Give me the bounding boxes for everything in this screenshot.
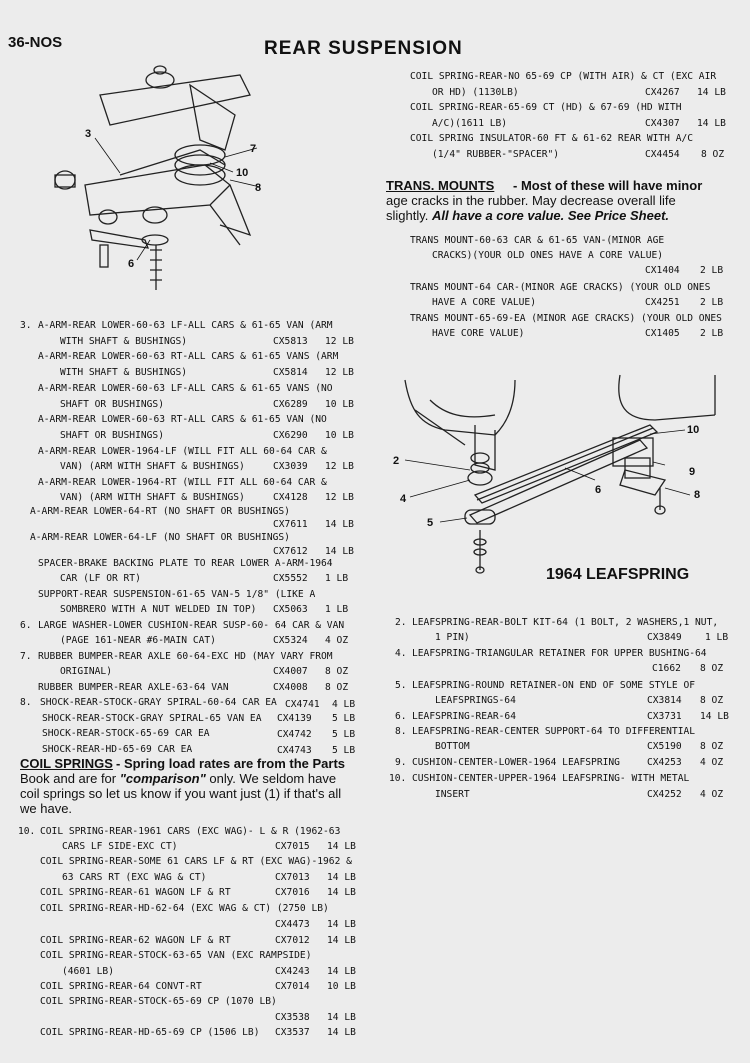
part-number: CX3731 xyxy=(647,711,682,722)
weight: 10 LB xyxy=(327,981,356,992)
weight: 12 LB xyxy=(325,492,354,503)
item-desc-cont: SOMBRERO WITH A NUT WELDED IN TOP) xyxy=(60,604,257,615)
item-desc-cont: (1/4" RUBBER-"SPACER") xyxy=(432,149,560,160)
part-number: CX3538 xyxy=(275,1012,310,1023)
weight: 14 LB xyxy=(325,519,354,530)
frame-bracket xyxy=(190,85,235,150)
weight: 14 LB xyxy=(327,841,356,852)
weight: 14 LB xyxy=(327,966,356,977)
part-number: C1662 xyxy=(652,663,681,674)
weight: 12 LB xyxy=(325,367,354,378)
part-number: CX3849 xyxy=(647,632,682,643)
part-number: CX7013 xyxy=(275,872,310,883)
item-desc: A-ARM-REAR LOWER-1964-LF (WILL FIT ALL 60-64 CAR & xyxy=(38,446,327,457)
item-desc: COIL SPRING-REAR-1961 CARS (EXC WAG)- L & R (1962-63 xyxy=(40,826,341,837)
item-desc: COIL SPRING-REAR-64 CONVT-RT xyxy=(40,981,202,992)
item-desc-cont: SHAFT OR BUSHINGS) xyxy=(60,430,164,441)
weight: 1 LB xyxy=(705,632,729,643)
coil-intro-a: - Spring load rates are from the Parts xyxy=(116,756,346,771)
part-number: CX5814 xyxy=(273,367,308,378)
part-number: CX7015 xyxy=(275,841,310,852)
weight: 1 LB xyxy=(325,604,349,615)
part-number: CX6289 xyxy=(273,399,308,410)
weight: 12 LB xyxy=(325,461,354,472)
part-number: CX7611 xyxy=(273,519,308,530)
weight: 4 OZ xyxy=(700,789,724,800)
item-desc: SHOCK-REAR-STOCK-GRAY SPIRAL-60-64 CAR EA xyxy=(40,697,277,708)
part-number: CX4267 xyxy=(645,87,680,98)
callout-4: 4 xyxy=(400,493,407,505)
item-desc: COIL SPRING-REAR-HD-62-64 (EXC WAG & CT) (2750 LB) xyxy=(40,903,329,914)
item-desc: RUBBER BUMPER-REAR AXLE-63-64 VAN xyxy=(38,682,229,693)
part-number: CX7016 xyxy=(275,887,310,898)
weight: 14 LB xyxy=(327,887,356,898)
item-desc: TRANS MOUNT-64 CAR-(MINOR AGE CRACKS) (YOUR OLD ONES xyxy=(410,282,711,293)
part-number: CX3814 xyxy=(647,695,682,706)
part-number: CX4743 xyxy=(277,745,312,756)
item-desc: TRANS MOUNT-60-63 CAR & 61-65 VAN-(MINOR AGE xyxy=(410,235,665,246)
part-number: CX5552 xyxy=(273,573,308,584)
item-desc-cont: LEAFSPRINGS-64 xyxy=(435,695,516,706)
item-desc: A-ARM-REAR LOWER-1964-RT (WILL FIT ALL 60-64 CAR & xyxy=(38,477,327,488)
weight: 10 LB xyxy=(325,399,354,410)
item-desc: SHOCK-REAR-STOCK-65-69 CAR EA xyxy=(42,728,210,739)
callout-6: 6 xyxy=(595,484,602,496)
item-desc: A-ARM-REAR LOWER-60-63 RT-ALL CARS & 61-65 VANS (ARM xyxy=(38,351,339,362)
bolt xyxy=(100,245,108,267)
callout-3: 3 xyxy=(85,128,92,140)
item-desc: COIL SPRING-REAR-HD-65-69 CP (1506 LB) xyxy=(40,1027,260,1038)
weight: 14 LB xyxy=(327,1012,356,1023)
coil-intro-e: we have. xyxy=(20,801,73,816)
coil-intro-line2 xyxy=(20,771,336,786)
item-num: 10. xyxy=(389,773,407,784)
item-desc-cont: A/C)(1611 LB) xyxy=(432,118,508,129)
item-desc-cont: 63 CARS RT (EXC WAG & CT) xyxy=(62,872,207,883)
item-desc: LARGE WASHER-LOWER CUSHION-REAR SUSP-60- 64 CAR & VAN xyxy=(38,620,345,631)
item-desc: COIL SPRING INSULATOR-60 FT & 61-62 REAR WITH A/C xyxy=(410,133,694,144)
coil-intro-c: only. We seldom have xyxy=(205,771,337,786)
item-num: 2. xyxy=(395,617,407,628)
weight: 5 LB xyxy=(332,729,356,740)
callout-5: 5 xyxy=(427,517,434,529)
weight: 2 LB xyxy=(700,328,724,339)
item-desc: A-ARM-REAR LOWER-64-LF (NO SHAFT OR BUSHINGS) xyxy=(30,532,290,543)
weight: 8 OZ xyxy=(701,149,725,160)
part-number: CX5813 xyxy=(273,336,308,347)
weight: 14 LB xyxy=(327,935,356,946)
item-desc: SPACER-BRAKE BACKING PLATE TO REAR LOWER A-ARM-1964 xyxy=(38,558,333,569)
part-number: CX1404 xyxy=(645,265,680,276)
item-num: 8. xyxy=(20,697,32,708)
item-desc: A-ARM-REAR LOWER-60-63 LF-ALL CARS & 61-65 VANS (NO xyxy=(38,383,333,394)
part-number: CX7012 xyxy=(275,935,310,946)
item-desc-cont: 1 PIN) xyxy=(435,632,470,643)
weight: 2 LB xyxy=(700,297,724,308)
item-desc-cont: OR HD) (1130LB) xyxy=(432,87,519,98)
coil-intro-b: Book and are for xyxy=(20,771,120,786)
part-number: CX4251 xyxy=(645,297,680,308)
weight: 14 LB xyxy=(700,711,729,722)
item-desc-cont: SHAFT OR BUSHINGS) xyxy=(60,399,164,410)
weight: 14 LB xyxy=(327,1027,356,1038)
item-desc: LEAFSPRING-REAR-BOLT KIT-64 (1 BOLT, 2 WASHERS,1 NUT, xyxy=(412,617,719,628)
callout-9: 9 xyxy=(689,466,696,478)
cushion xyxy=(55,171,75,189)
weight: 14 LB xyxy=(697,87,726,98)
item-desc-cont: VAN) (ARM WITH SHAFT & BUSHINGS) xyxy=(60,461,245,472)
part-number: CX1405 xyxy=(645,328,680,339)
item-num: 9. xyxy=(395,757,407,768)
item-desc: COIL SPRING-REAR-SOME 61 CARS LF & RT (EXC WAG)-1962 & xyxy=(40,856,352,867)
item-desc: RUBBER BUMPER-REAR AXLE 60-64-EXC HD (MAY VARY FROM xyxy=(38,651,333,662)
part-number: CX4139 xyxy=(277,713,312,724)
item-desc-cont: BOTTOM xyxy=(435,741,470,752)
part-number: CX5190 xyxy=(647,741,682,752)
coil-springs-heading: COIL SPRINGS xyxy=(20,756,113,771)
part-number: CX5324 xyxy=(273,635,308,646)
weight: 12 LB xyxy=(325,336,354,347)
trans-line3-wrap xyxy=(386,208,669,223)
item-desc: COIL SPRING-REAR-STOCK-65-69 CP (1070 LB) xyxy=(40,996,277,1007)
callout-10: 10 xyxy=(687,424,700,436)
weight: 14 LB xyxy=(327,919,356,930)
part-number: CX6290 xyxy=(273,430,308,441)
item-desc-cont: INSERT xyxy=(435,789,470,800)
callout-6: 6 xyxy=(128,258,135,270)
weight: 14 LB xyxy=(327,872,356,883)
item-desc: LEAFSPRING-TRIANGULAR RETAINER FOR UPPER BUSHING-64 xyxy=(412,648,707,659)
item-num: 6. xyxy=(20,620,32,631)
callout-8: 8 xyxy=(255,182,262,194)
item-desc: CUSHION-CENTER-UPPER-1964 LEAFSPRING- WITH METAL xyxy=(412,773,690,784)
item-desc: LEAFSPRING-REAR-64 xyxy=(412,711,516,722)
trans-line3: slightly. xyxy=(386,208,432,223)
trans-line1: - Most of these will have minor xyxy=(513,178,703,193)
weight: 1 LB xyxy=(325,573,349,584)
item-desc: LEAFSPRING-REAR-CENTER SUPPORT-64 TO DIFFERENTIAL xyxy=(412,726,696,737)
part-number: CX4742 xyxy=(277,729,312,740)
part-number: CX4128 xyxy=(273,492,308,503)
trans-line2: age cracks in the rubber. May decrease overall life xyxy=(386,193,676,208)
part-number: CX5063 xyxy=(273,604,308,615)
differential-housing xyxy=(405,380,515,435)
weight: 8 OZ xyxy=(325,666,349,677)
item-desc-cont: ORIGINAL) xyxy=(60,666,112,677)
coil-intro-d: coil springs so let us know if you want just (1) if that's all xyxy=(20,786,342,801)
weight: 8 OZ xyxy=(325,682,349,693)
item-desc: COIL SPRING-REAR-STOCK-63-65 VAN (EXC RAMPSIDE) xyxy=(40,950,312,961)
weight: 2 LB xyxy=(700,265,724,276)
item-desc-cont: HAVE CORE VALUE) xyxy=(432,328,525,339)
page-title: REAR SUSPENSION xyxy=(264,38,463,59)
leafspring-title: 1964 LEAFSPRING xyxy=(546,566,690,583)
leafspring-diagram xyxy=(385,370,730,595)
weight: 14 LB xyxy=(325,546,354,557)
page-number: 36-NOS xyxy=(8,34,63,51)
item-num: 4. xyxy=(395,648,407,659)
callout-2: 2 xyxy=(393,455,400,467)
part-number: CX3039 xyxy=(273,461,308,472)
item-desc: COIL SPRING-REAR-62 WAGON LF & RT xyxy=(40,935,231,946)
item-desc: COIL SPRING-REAR-65-69 CT (HD) & 67-69 (HD WITH xyxy=(410,102,682,113)
part-number: CX4252 xyxy=(647,789,682,800)
bracket xyxy=(620,470,665,495)
item-desc-cont: CAR (LF OR RT) xyxy=(60,573,141,584)
right-housing xyxy=(619,375,715,420)
weight: 8 OZ xyxy=(700,741,724,752)
weight: 8 OZ xyxy=(700,695,724,706)
weight: 14 LB xyxy=(697,118,726,129)
item-desc-cont: HAVE A CORE VALUE) xyxy=(432,297,536,308)
part-number: CX7612 xyxy=(273,546,308,557)
trans-emphasis: All have a core value. See Price Sheet. xyxy=(432,208,670,223)
item-desc-cont: (PAGE 161-NEAR #6-MAIN CAT) xyxy=(60,635,216,646)
weight: 8 OZ xyxy=(700,663,724,674)
item-desc: A-ARM-REAR LOWER-64-RT (NO SHAFT OR BUSHINGS) xyxy=(30,506,290,517)
item-num: 10. xyxy=(18,826,36,837)
part-number: CX3537 xyxy=(275,1027,310,1038)
item-num: 5. xyxy=(395,680,407,691)
item-desc: COIL SPRING-REAR-NO 65-69 CP (WITH AIR) & CT (EXC AIR xyxy=(410,71,717,82)
item-desc: SHOCK-REAR-STOCK-GRAY SPIRAL-65 VAN EA xyxy=(42,713,262,724)
item-desc: A-ARM-REAR LOWER-60-63 RT-ALL CARS & 61-65 VAN (NO xyxy=(38,414,327,425)
part-number: CX7014 xyxy=(275,981,310,992)
item-desc-cont: VAN) (ARM WITH SHAFT & BUSHINGS) xyxy=(60,492,245,503)
item-num: 6. xyxy=(395,711,407,722)
callout-10: 10 xyxy=(236,167,249,179)
weight: 4 OZ xyxy=(700,757,724,768)
item-desc: A-ARM-REAR LOWER-60-63 LF-ALL CARS & 61-65 VAN (ARM xyxy=(38,320,333,331)
part-number: CX4473 xyxy=(275,919,310,930)
callout-7: 7 xyxy=(250,143,257,155)
weight: 5 LB xyxy=(332,745,356,756)
part-number: CX4454 xyxy=(645,149,680,160)
weight: 4 LB xyxy=(332,699,356,710)
weight: 5 LB xyxy=(332,713,356,724)
item-desc: COIL SPRING-REAR-61 WAGON LF & RT xyxy=(40,887,231,898)
shock-absorber xyxy=(90,230,148,248)
part-number: CX4253 xyxy=(647,757,682,768)
item-desc-cont: (4601 LB) xyxy=(62,966,114,977)
item-desc: SUPPORT-REAR SUSPENSION-61-65 VAN-5 1/8" (LIKE A xyxy=(38,589,316,600)
part-number: CX4307 xyxy=(645,118,680,129)
rear-suspension-diagram xyxy=(50,55,260,300)
item-desc: SHOCK-REAR-HD-65-69 CAR EA xyxy=(42,744,193,755)
frame-rail xyxy=(100,75,250,125)
weight: 10 LB xyxy=(325,430,354,441)
item-desc: CUSHION-CENTER-LOWER-1964 LEAFSPRING xyxy=(412,757,620,768)
item-num: 3. xyxy=(20,320,32,331)
trans-mounts-heading: TRANS. MOUNTS xyxy=(386,178,495,193)
item-desc-cont: CRACKS)(YOUR OLD ONES HAVE A CORE VALUE) xyxy=(432,250,664,261)
part-number: CX4243 xyxy=(275,966,310,977)
weight: 4 OZ xyxy=(325,635,349,646)
item-desc: TRANS MOUNT-65-69-EA (MINOR AGE CRACKS) (YOUR OLD ONES xyxy=(410,313,722,324)
item-num: 8. xyxy=(395,726,407,737)
item-num: 7. xyxy=(20,651,32,662)
item-desc-cont: WITH SHAFT & BUSHINGS) xyxy=(60,336,188,347)
item-desc-cont: WITH SHAFT & BUSHINGS) xyxy=(60,367,188,378)
part-number: CX4741 xyxy=(285,699,320,710)
item-desc-cont: CARS LF SIDE-EXC CT) xyxy=(62,841,178,852)
part-number: CX4008 xyxy=(273,682,308,693)
callout-8: 8 xyxy=(694,489,701,501)
part-number: CX4007 xyxy=(273,666,308,677)
coil-intro-em: "comparison" xyxy=(119,771,206,786)
item-desc: LEAFSPRING-ROUND RETAINER-ON END OF SOME STYLE OF xyxy=(412,680,696,691)
